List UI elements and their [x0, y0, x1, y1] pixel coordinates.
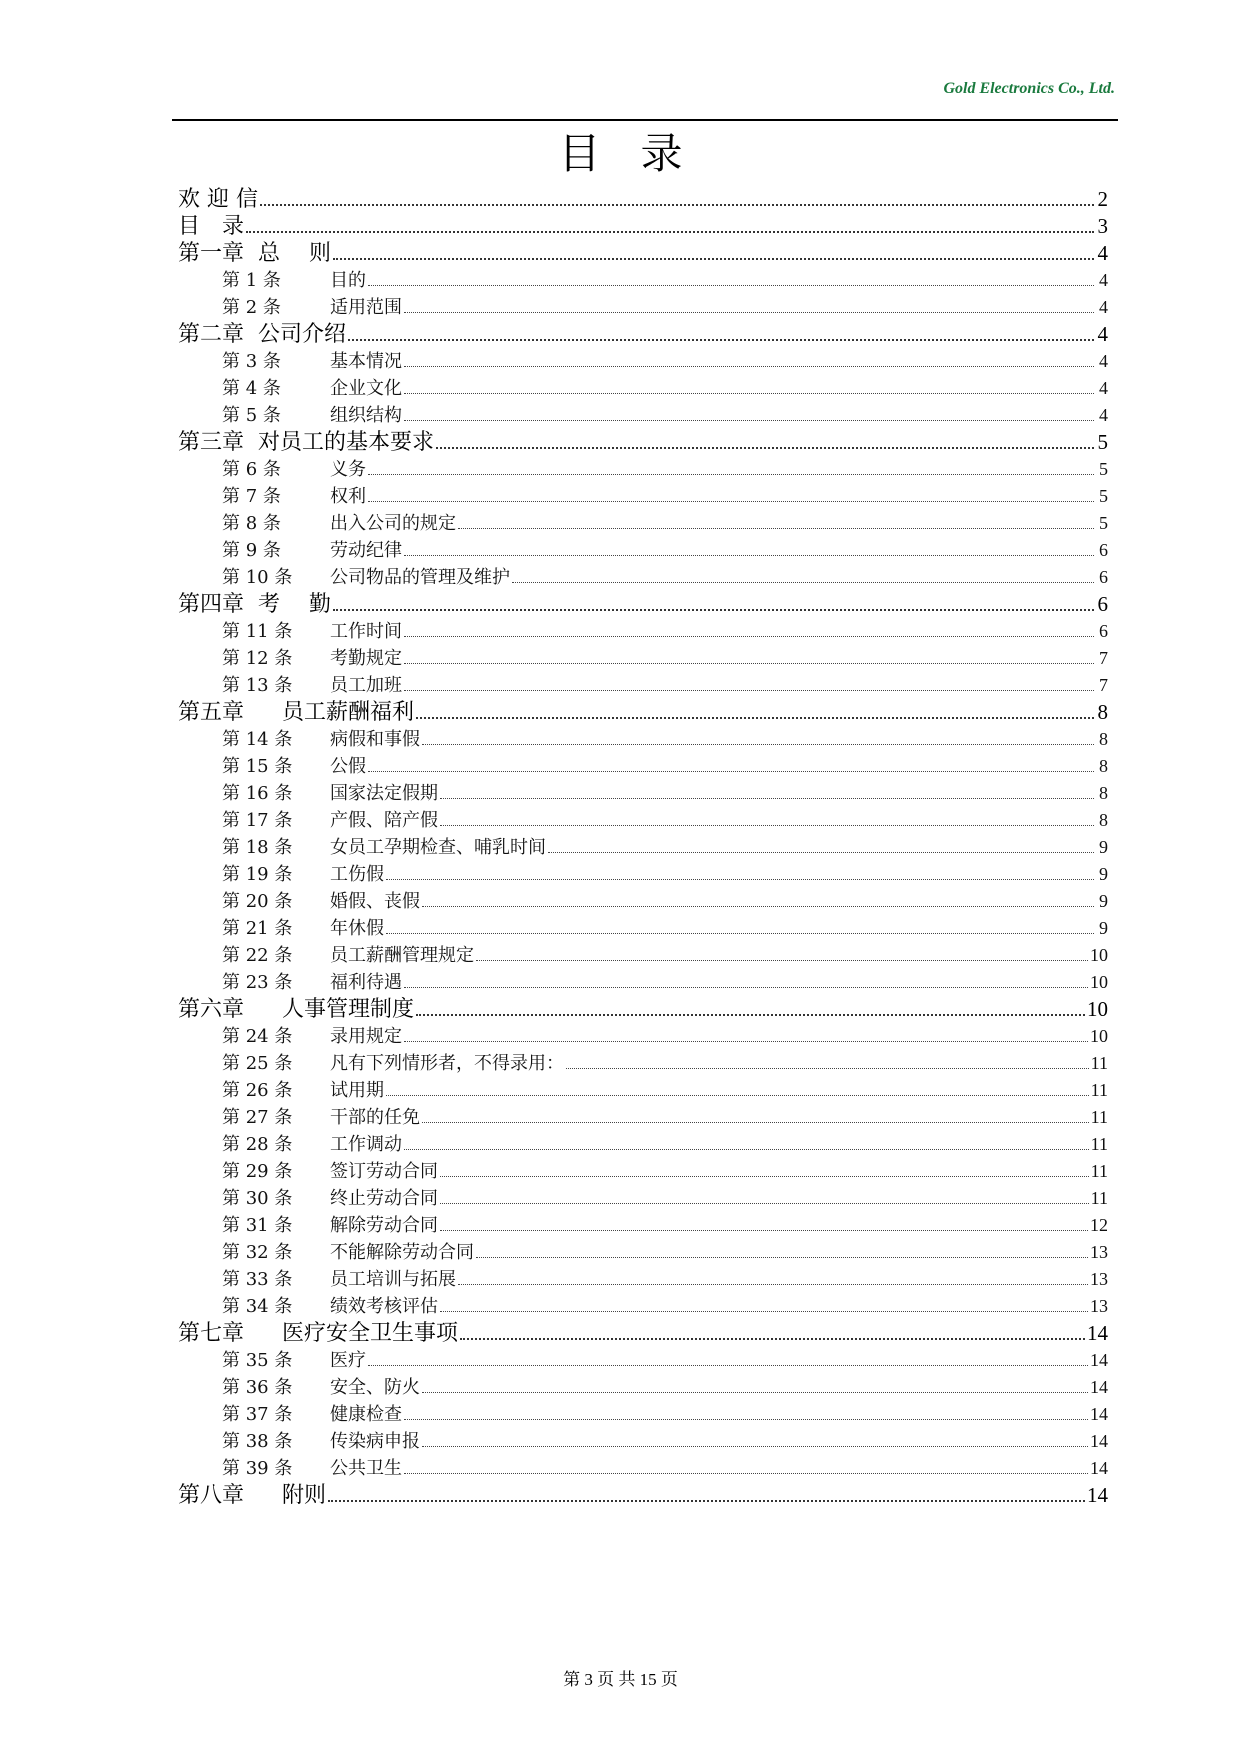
toc-page-number: 5: [1099, 513, 1108, 533]
toc-entry-number: 第 31 条: [222, 1215, 293, 1236]
header-rule: [172, 119, 1118, 121]
toc-page-number: 9: [1099, 891, 1108, 911]
toc-entry-title: 公假: [330, 756, 366, 777]
toc-entry-title: 录用规定: [330, 1026, 402, 1047]
toc-article-row[interactable]: [178, 645, 1108, 672]
toc-dot-leader: [333, 258, 1094, 260]
toc-entry-number: 第 19 条: [222, 864, 293, 885]
toc-page-number: 14: [1090, 1431, 1108, 1451]
toc-entry-title: 员工薪酬管理规定: [330, 945, 474, 966]
toc-page-number: 13: [1090, 1296, 1108, 1316]
toc-entry-title: 婚假、丧假: [330, 891, 420, 912]
toc-entry-number: 第 21 条: [222, 918, 293, 939]
toc-page-number: 13: [1090, 1242, 1108, 1262]
toc-dot-leader: [440, 1203, 1089, 1204]
toc-dot-leader: [548, 852, 1094, 853]
toc-entry-number: 第 5 条: [222, 405, 281, 426]
toc-page-number: 4: [1099, 405, 1108, 425]
toc-entry-number: 第 1 条: [222, 270, 281, 291]
toc-dot-leader: [404, 636, 1094, 637]
toc-dot-leader: [476, 960, 1088, 961]
toc-dot-leader: [404, 366, 1094, 367]
toc-entry-title: 出入公司的规定: [330, 513, 456, 534]
toc-article-row[interactable]: [178, 888, 1108, 915]
toc-page-number: 10: [1090, 972, 1108, 992]
toc-page-number: 5: [1099, 486, 1108, 506]
toc-entry-number: 第 25 条: [222, 1053, 293, 1074]
toc-page-number: 4: [1099, 378, 1108, 398]
toc-entry-title: 试用期: [330, 1080, 384, 1101]
toc-entry-title: 签订劳动合同: [330, 1161, 438, 1182]
toc-entry-title: 义务: [330, 459, 366, 480]
toc-entry-title: 不能解除劳动合同: [330, 1242, 474, 1263]
toc-article-row[interactable]: [178, 1374, 1108, 1401]
toc-article-row[interactable]: [178, 267, 1108, 294]
toc-entry-number: 第 33 条: [222, 1269, 293, 1290]
toc-entry-number: 第一章: [178, 241, 245, 266]
toc-entry-number: 第 17 条: [222, 810, 293, 831]
toc-article-row[interactable]: [178, 1131, 1108, 1158]
toc-page-number: 5: [1097, 430, 1108, 454]
toc-article-row[interactable]: [178, 672, 1108, 699]
toc-page-number: 14: [1087, 1483, 1108, 1507]
toc-page-number: 4: [1099, 351, 1108, 371]
toc-page-number: 9: [1099, 918, 1108, 938]
toc-entry-title: 总 则: [258, 241, 332, 266]
toc-entry-title: 凡有下列情形者，不得录用：: [330, 1053, 564, 1074]
toc-dot-leader: [458, 1284, 1088, 1285]
toc-entry-title: 传染病申报: [330, 1431, 420, 1452]
toc-entry-number: 第 24 条: [222, 1026, 293, 1047]
toc-entry-number: 第 7 条: [222, 486, 281, 507]
toc-entry-number: 第 8 条: [222, 513, 281, 534]
toc-entry-number: 第三章: [178, 430, 245, 455]
toc-page-number: 4: [1097, 241, 1108, 265]
toc-page-number: 14: [1090, 1350, 1108, 1370]
toc-dot-leader: [436, 447, 1094, 449]
toc-entry-title: 国家法定假期: [330, 783, 438, 804]
toc-chapter-row[interactable]: [178, 213, 1108, 240]
toc-entry-title: 解除劳动合同: [330, 1215, 438, 1236]
toc-dot-leader: [440, 825, 1094, 826]
toc-entry-title: 绩效考核评估: [330, 1296, 438, 1317]
toc-entry-title: 企业文化: [330, 378, 402, 399]
toc-page-number: 14: [1087, 1321, 1108, 1345]
toc-article-row[interactable]: [178, 564, 1108, 591]
toc-chapter-row[interactable]: [178, 429, 1108, 456]
toc-page-number: 9: [1099, 864, 1108, 884]
toc-dot-leader: [404, 393, 1094, 394]
toc-article-row[interactable]: [178, 537, 1108, 564]
toc-entry-title: 对员工的基本要求: [258, 430, 435, 455]
toc-entry-title: 年休假: [330, 918, 384, 939]
toc-entry-title: 工作时间: [330, 621, 402, 642]
toc-entry-title: 产假、陪产假: [330, 810, 438, 831]
toc-dot-leader: [512, 582, 1094, 583]
toc-entry-title: 工伤假: [330, 864, 384, 885]
toc-dot-leader: [246, 231, 1094, 233]
toc-entry-title: 目 录: [178, 214, 245, 239]
toc-dot-leader: [404, 312, 1094, 313]
toc-entry-number: 第二章: [178, 322, 245, 347]
toc-entry-title: 组织结构: [330, 405, 402, 426]
toc-article-row[interactable]: [178, 1401, 1108, 1428]
toc-dot-leader: [458, 528, 1094, 529]
toc-entry-title: 医疗: [330, 1350, 366, 1371]
toc-dot-leader: [386, 1095, 1089, 1096]
toc-page-number: 11: [1090, 1080, 1108, 1100]
toc-entry-number: 第 30 条: [222, 1188, 293, 1209]
toc-entry-title: 考勤规定: [330, 648, 402, 669]
toc-entry-title: 安全、防火: [330, 1377, 420, 1398]
toc-dot-leader: [440, 1311, 1088, 1312]
toc-entry-title: 终止劳动合同: [330, 1188, 438, 1209]
toc-page-number: 14: [1090, 1404, 1108, 1424]
toc-article-row[interactable]: [178, 834, 1108, 861]
toc-entry-title: 权利: [330, 486, 366, 507]
toc-article-row[interactable]: [178, 1077, 1108, 1104]
toc-article-row[interactable]: [178, 807, 1108, 834]
toc-dot-leader: [386, 879, 1094, 880]
toc-dot-leader: [404, 1419, 1088, 1420]
toc-article-row[interactable]: [178, 1266, 1108, 1293]
toc-dot-leader: [333, 609, 1094, 611]
toc-dot-leader: [368, 771, 1094, 772]
toc-dot-leader: [260, 204, 1094, 206]
toc-dot-leader: [440, 1230, 1088, 1231]
toc-entry-number: 第 16 条: [222, 783, 293, 804]
toc-entry-title: 公司介绍: [258, 322, 347, 347]
toc-page-number: 11: [1090, 1161, 1108, 1181]
toc-entry-number: 第 27 条: [222, 1107, 293, 1128]
toc-chapter-row[interactable]: [178, 699, 1108, 726]
toc-page-number: 2: [1097, 187, 1108, 211]
toc-entry-title: 员工培训与拓展: [330, 1269, 456, 1290]
toc-article-row[interactable]: [178, 1050, 1108, 1077]
page-footer: 第 3 页 共 15 页: [563, 1670, 678, 1689]
toc-page-number: 8: [1099, 729, 1108, 749]
toc-entry-title: 公共卫生: [330, 1458, 402, 1479]
toc-page-number: 6: [1099, 621, 1108, 641]
toc-entry-title: 福利待遇: [330, 972, 402, 993]
toc-page-number: 10: [1087, 997, 1108, 1021]
toc-entry-number: 第 37 条: [222, 1404, 293, 1425]
toc-page-number: 11: [1090, 1053, 1108, 1073]
toc-entry-number: 第七章: [178, 1321, 245, 1346]
toc-entry-number: 第六章: [178, 997, 245, 1022]
toc-entry-number: 第 9 条: [222, 540, 281, 561]
toc-page-number: 4: [1097, 322, 1108, 346]
toc-article-row[interactable]: [178, 1023, 1108, 1050]
toc-entry-number: 第 15 条: [222, 756, 293, 777]
toc-page-number: 8: [1099, 783, 1108, 803]
toc-article-row[interactable]: [178, 294, 1108, 321]
toc-dot-leader: [404, 1473, 1088, 1474]
toc-dot-leader: [328, 1500, 1085, 1502]
toc-page-number: 4: [1099, 270, 1108, 290]
toc-page-number: 3: [1097, 214, 1108, 238]
toc-page-number: 4: [1099, 297, 1108, 317]
toc-entry-title: 公司物品的管理及维护: [330, 567, 510, 588]
toc-dot-leader: [422, 1392, 1088, 1393]
toc-entry-number: 第 38 条: [222, 1431, 293, 1452]
toc-entry-number: 第 6 条: [222, 459, 281, 480]
toc-entry-number: 第 18 条: [222, 837, 293, 858]
toc-dot-leader: [368, 285, 1094, 286]
toc-entry-number: 第 32 条: [222, 1242, 293, 1263]
toc-entry-title: 病假和事假: [330, 729, 420, 750]
toc-article-row[interactable]: [178, 969, 1108, 996]
toc-dot-leader: [368, 1365, 1088, 1366]
toc-entry-title: 考 勤: [258, 592, 332, 617]
toc-entry-title: 员工薪酬福利: [282, 700, 415, 725]
toc-article-row[interactable]: [178, 1428, 1108, 1455]
toc-page-number: 12: [1090, 1215, 1108, 1235]
toc-article-row[interactable]: [178, 726, 1108, 753]
toc-entry-number: 第 22 条: [222, 945, 293, 966]
toc-entry-number: 第 3 条: [222, 351, 281, 372]
toc-dot-leader: [348, 339, 1094, 341]
toc-entry-number: 第 35 条: [222, 1350, 293, 1371]
toc-entry-title: 适用范围: [330, 297, 402, 318]
toc-page-number: 8: [1097, 700, 1108, 724]
toc-dot-leader: [416, 1014, 1085, 1016]
toc-article-row[interactable]: [178, 1104, 1108, 1131]
page-title: 目录: [558, 129, 723, 178]
toc-entry-title: 劳动纪律: [330, 540, 402, 561]
toc-article-row[interactable]: [178, 348, 1108, 375]
toc-entry-number: 第 12 条: [222, 648, 293, 669]
toc-page-number: 6: [1099, 540, 1108, 560]
toc-entry-title: 健康检查: [330, 1404, 402, 1425]
toc-article-row[interactable]: [178, 915, 1108, 942]
toc-dot-leader: [440, 1176, 1089, 1177]
toc-page-number: 8: [1099, 810, 1108, 830]
toc-page-number: 11: [1090, 1107, 1108, 1127]
toc-page-number: 11: [1090, 1134, 1108, 1154]
toc-dot-leader: [422, 1446, 1088, 1447]
toc-dot-leader: [422, 906, 1094, 907]
toc-dot-leader: [368, 501, 1094, 502]
toc-article-row[interactable]: [178, 456, 1108, 483]
toc-dot-leader: [404, 420, 1094, 421]
toc-page-number: 8: [1099, 756, 1108, 776]
toc-entry-title: 医疗安全卫生事项: [282, 1321, 459, 1346]
toc-chapter-row[interactable]: [178, 186, 1108, 213]
toc-page-number: 7: [1099, 648, 1108, 668]
toc-article-row[interactable]: [178, 510, 1108, 537]
toc-entry-number: 第 29 条: [222, 1161, 293, 1182]
toc-entry-title: 女员工孕期检查、哺乳时间: [330, 837, 546, 858]
toc-dot-leader: [404, 1041, 1088, 1042]
toc-entry-number: 第 11 条: [222, 621, 293, 642]
toc-entry-title: 人事管理制度: [282, 997, 415, 1022]
toc-article-row[interactable]: [178, 861, 1108, 888]
toc-article-row[interactable]: [178, 1347, 1108, 1374]
toc-chapter-row[interactable]: [178, 240, 1108, 267]
toc-entry-number: 第四章: [178, 592, 245, 617]
toc-dot-leader: [404, 663, 1094, 664]
toc-page-number: 14: [1090, 1377, 1108, 1397]
toc-dot-leader: [460, 1338, 1085, 1340]
toc-article-row[interactable]: [178, 618, 1108, 645]
toc-entry-number: 第 23 条: [222, 972, 293, 993]
toc-page-number: 11: [1090, 1188, 1108, 1208]
toc-entry-number: 第五章: [178, 700, 245, 725]
toc-article-row[interactable]: [178, 780, 1108, 807]
toc-chapter-row[interactable]: [178, 1320, 1108, 1347]
toc-article-row[interactable]: [178, 375, 1108, 402]
toc-entry-number: 第 13 条: [222, 675, 293, 696]
toc-page-number: 10: [1090, 945, 1108, 965]
toc-dot-leader: [404, 1149, 1089, 1150]
toc-page-number: 5: [1099, 459, 1108, 479]
toc-dot-leader: [386, 933, 1094, 934]
toc-page-number: 6: [1099, 567, 1108, 587]
toc-entry-title: 欢 迎 信: [178, 187, 258, 212]
toc-entry-title: 基本情况: [330, 351, 402, 372]
toc-entry-title: 目的: [330, 270, 366, 291]
toc-entry-title: 干部的任免: [330, 1107, 420, 1128]
toc-entry-number: 第 36 条: [222, 1377, 293, 1398]
table-of-contents: [178, 186, 1108, 1509]
toc-entry-number: 第 34 条: [222, 1296, 293, 1317]
toc-chapter-row[interactable]: [178, 996, 1108, 1023]
toc-entry-number: 第 26 条: [222, 1080, 293, 1101]
toc-dot-leader: [476, 1257, 1088, 1258]
toc-entry-number: 第 2 条: [222, 297, 281, 318]
toc-dot-leader: [422, 744, 1094, 745]
toc-article-row[interactable]: [178, 1212, 1108, 1239]
toc-dot-leader: [404, 690, 1094, 691]
toc-dot-leader: [404, 987, 1088, 988]
toc-article-row[interactable]: [178, 1293, 1108, 1320]
toc-entry-title: 员工加班: [330, 675, 402, 696]
toc-page-number: 13: [1090, 1269, 1108, 1289]
toc-entry-title: 附则: [282, 1483, 327, 1508]
toc-article-row[interactable]: [178, 1239, 1108, 1266]
toc-dot-leader: [422, 1122, 1089, 1123]
toc-entry-number: 第 20 条: [222, 891, 293, 912]
toc-page-number: 14: [1090, 1458, 1108, 1478]
toc-chapter-row[interactable]: [178, 321, 1108, 348]
toc-page-number: 9: [1099, 837, 1108, 857]
toc-article-row[interactable]: [178, 402, 1108, 429]
toc-page-number: 6: [1097, 592, 1108, 616]
toc-article-row[interactable]: [178, 1185, 1108, 1212]
toc-page-number: 10: [1090, 1026, 1108, 1046]
toc-article-row[interactable]: [178, 1455, 1108, 1482]
company-header: Gold Electronics Co., Ltd.: [943, 80, 1115, 97]
toc-entry-number: 第 39 条: [222, 1458, 293, 1479]
toc-entry-number: 第 4 条: [222, 378, 281, 399]
toc-article-row[interactable]: [178, 1158, 1108, 1185]
toc-page-number: 7: [1099, 675, 1108, 695]
toc-dot-leader: [416, 717, 1094, 719]
toc-dot-leader: [440, 798, 1094, 799]
toc-entry-number: 第 14 条: [222, 729, 293, 750]
toc-article-row[interactable]: [178, 753, 1108, 780]
toc-dot-leader: [404, 555, 1094, 556]
toc-article-row[interactable]: [178, 483, 1108, 510]
toc-entry-number: 第 28 条: [222, 1134, 293, 1155]
toc-entry-number: 第 10 条: [222, 567, 293, 588]
toc-dot-leader: [566, 1068, 1089, 1069]
toc-article-row[interactable]: [178, 942, 1108, 969]
toc-chapter-row[interactable]: [178, 591, 1108, 618]
toc-entry-number: 第八章: [178, 1483, 245, 1508]
toc-dot-leader: [368, 474, 1094, 475]
toc-chapter-row[interactable]: [178, 1482, 1108, 1509]
toc-entry-title: 工作调动: [330, 1134, 402, 1155]
